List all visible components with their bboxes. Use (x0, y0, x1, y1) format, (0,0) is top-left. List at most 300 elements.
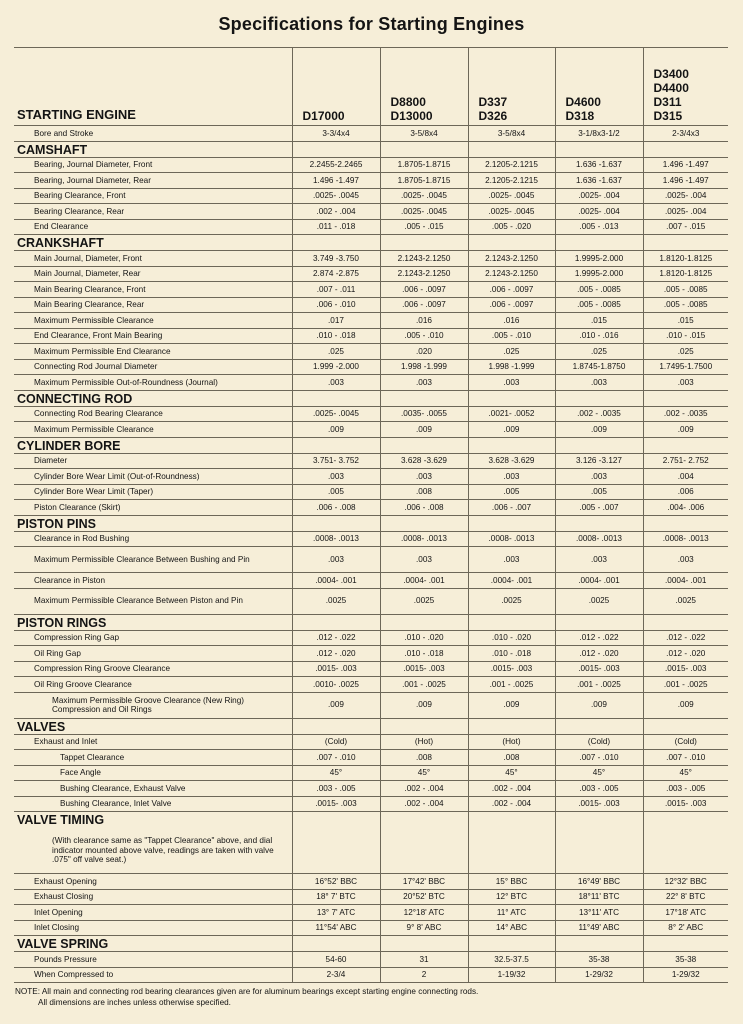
spec-value: 3.628 -3.629 (380, 453, 468, 469)
empty-cell (380, 718, 468, 734)
empty-cell (292, 235, 380, 251)
spec-row (14, 204, 728, 220)
spec-label: Maximum Permissible End Clearance (14, 344, 292, 360)
empty-cell (643, 812, 728, 828)
spec-value: 11°54' ABC (292, 920, 380, 936)
section-note: (With clearance same as "Tappet Clearance" above, and dial indicator mounted above valve, readings are taken with valve .075" off valve seat.) (52, 836, 274, 864)
spec-value: .009 (380, 692, 468, 718)
spec-value: 1-29/32 (555, 967, 643, 983)
section-note-row (14, 828, 728, 874)
section-header (14, 718, 728, 734)
spec-row (14, 188, 728, 204)
empty-cell (555, 614, 643, 630)
footnote-line-2: All dimensions are inches unless otherwise specified. (38, 998, 231, 1007)
spec-label: Main Journal, Diameter, Rear (14, 266, 292, 282)
spec-value: (Hot) (380, 734, 468, 750)
spec-value: .006 - .010 (292, 297, 380, 313)
spec-value: .003 (292, 375, 380, 391)
spec-value: 12°32' BBC (643, 874, 728, 890)
spec-value: .0015- .003 (555, 796, 643, 812)
empty-cell (468, 141, 555, 157)
empty-cell (468, 936, 555, 952)
spec-value: .006 - .0097 (380, 297, 468, 313)
spec-value: .003 (380, 469, 468, 485)
spec-row (14, 453, 728, 469)
empty-cell (468, 390, 555, 406)
empty-cell (643, 936, 728, 952)
spec-label: Clearance in Rod Bushing (14, 531, 292, 547)
spec-value: .012 - .022 (292, 630, 380, 646)
spec-value: .003 - .005 (643, 781, 728, 797)
spec-value: .010 - .018 (468, 646, 555, 662)
spec-row (14, 266, 728, 282)
spec-value: .002 - .004 (468, 781, 555, 797)
spec-value: .0025- .0045 (468, 188, 555, 204)
spec-value: 1.998 -1.999 (380, 359, 468, 375)
section-title: CONNECTING ROD (14, 390, 292, 406)
spec-row (14, 484, 728, 500)
spec-label: Face Angle (14, 765, 292, 781)
spec-value: .003 (380, 547, 468, 573)
spec-row (14, 889, 728, 905)
empty-cell (555, 141, 643, 157)
spec-row (14, 531, 728, 547)
spec-value: 16°49' BBC (555, 874, 643, 890)
engine-model: D13000 (390, 109, 433, 123)
spec-value: .012 - .022 (555, 630, 643, 646)
spec-value: 3-3/4x4 (292, 126, 380, 142)
section-header (14, 390, 728, 406)
spec-value: 12° BTC (468, 889, 555, 905)
empty-cell (292, 515, 380, 531)
spec-value: 1.8705-1.8715 (380, 157, 468, 173)
empty-cell (380, 828, 468, 874)
spec-value: .0025- .0045 (380, 188, 468, 204)
spec-label: End Clearance (14, 219, 292, 235)
spec-value: 2.1243-2.1250 (468, 266, 555, 282)
spec-value: .009 (643, 422, 728, 438)
spec-value: 1-19/32 (468, 967, 555, 983)
spec-value: .006 - .007 (468, 500, 555, 516)
section-header (14, 515, 728, 531)
spec-label: Inlet Closing (14, 920, 292, 936)
spec-value: .0010- .0025 (292, 677, 380, 693)
spec-value: 31 (380, 952, 468, 968)
spec-value: 35-38 (643, 952, 728, 968)
empty-cell (292, 437, 380, 453)
spec-value: .025 (643, 344, 728, 360)
spec-value: .007 - .010 (643, 750, 728, 766)
spec-value: .002 - .004 (292, 204, 380, 220)
spec-row (14, 344, 728, 360)
spec-value: .025 (468, 344, 555, 360)
engine-column-header (468, 48, 555, 126)
spec-value: 2.1243-2.1250 (380, 251, 468, 267)
empty-cell (292, 828, 380, 874)
spec-value: .003 (555, 469, 643, 485)
empty-cell (468, 812, 555, 828)
spec-value: 1-29/32 (643, 967, 728, 983)
spec-value: .003 (292, 469, 380, 485)
spec-row (14, 328, 728, 344)
spec-value: .006 (643, 484, 728, 500)
empty-cell (468, 718, 555, 734)
spec-value: 11°49' ABC (555, 920, 643, 936)
spec-label: Maximum Permissible Clearance Between Bushing and Pin (14, 547, 292, 573)
spec-value: 20°52' BTC (380, 889, 468, 905)
spec-value: .010 - .016 (555, 328, 643, 344)
spec-label: Maximum Permissible Clearance (14, 313, 292, 329)
spec-value: 45° (555, 765, 643, 781)
empty-cell (292, 936, 380, 952)
spec-label: End Clearance, Front Main Bearing (14, 328, 292, 344)
spec-row (14, 734, 728, 750)
spec-value: .011 - .018 (292, 219, 380, 235)
spec-value: .0015- .003 (292, 796, 380, 812)
spec-row (14, 157, 728, 173)
header-label: STARTING ENGINE (14, 48, 292, 126)
footnote-line-1: NOTE: All main and connecting rod bearing clearances given are for aluminum bearings except starting engine connecting rods. (15, 987, 479, 996)
spec-value: .010 - .018 (292, 328, 380, 344)
spec-value: 13°11' ATC (555, 905, 643, 921)
spec-value: .009 (555, 422, 643, 438)
spec-value: 1.496 -1.497 (643, 157, 728, 173)
engine-model: D4600 (565, 95, 601, 109)
spec-row (14, 500, 728, 516)
empty-cell (380, 235, 468, 251)
spec-value: .005 - .020 (468, 219, 555, 235)
spec-value: .0025 (380, 588, 468, 614)
spec-value: .0015- .003 (643, 796, 728, 812)
spec-value: .006 - .008 (292, 500, 380, 516)
spec-value: .012 - .020 (555, 646, 643, 662)
section-title: PISTON PINS (14, 515, 292, 531)
spec-value: .003 (643, 375, 728, 391)
spec-row (14, 646, 728, 662)
spec-value: .0025 (292, 588, 380, 614)
spec-value: 18°11' BTC (555, 889, 643, 905)
spec-label: Piston Clearance (Skirt) (14, 500, 292, 516)
spec-value: .005 - .015 (380, 219, 468, 235)
spec-label: Exhaust and Inlet (14, 734, 292, 750)
spec-value: .009 (292, 692, 380, 718)
spec-row (14, 874, 728, 890)
spec-value: .005 - .010 (468, 328, 555, 344)
spec-value: .002 - .004 (380, 781, 468, 797)
spec-value: 2 (380, 967, 468, 983)
empty-cell (468, 437, 555, 453)
spec-label: Exhaust Closing (14, 889, 292, 905)
spec-value: .015 (643, 313, 728, 329)
engine-model: D4400 (653, 81, 689, 95)
spec-value: 2.874 -2.875 (292, 266, 380, 282)
spec-value: 45° (468, 765, 555, 781)
spec-value: .001 - .0025 (380, 677, 468, 693)
spec-value: .025 (292, 344, 380, 360)
spec-value: .009 (468, 422, 555, 438)
spec-value: 35-38 (555, 952, 643, 968)
spec-label: Main Journal, Diameter, Front (14, 251, 292, 267)
spec-label: Inlet Opening (14, 905, 292, 921)
spec-value: 1.636 -1.637 (555, 157, 643, 173)
footnote (15, 986, 730, 1008)
spec-value: .007 - .011 (292, 282, 380, 298)
spec-row (14, 677, 728, 693)
empty-cell (468, 828, 555, 874)
spec-row (14, 588, 728, 614)
spec-row (14, 952, 728, 968)
empty-cell (555, 718, 643, 734)
spec-row (14, 251, 728, 267)
spec-value: .0015- .003 (292, 661, 380, 677)
empty-cell (292, 141, 380, 157)
spec-value: .0025- .004 (555, 188, 643, 204)
spec-value: .003 (555, 547, 643, 573)
empty-cell (643, 390, 728, 406)
spec-row (14, 282, 728, 298)
spec-row (14, 692, 728, 718)
spec-row (14, 173, 728, 189)
section-title: CRANKSHAFT (14, 235, 292, 251)
spec-value: 14° ABC (468, 920, 555, 936)
engine-model: D315 (653, 109, 683, 123)
spec-value: 1.9995-2.000 (555, 266, 643, 282)
spec-label: Maximum Permissible Groove Clearance (New Ring) Compression and Oil Rings (14, 692, 292, 718)
empty-cell (643, 718, 728, 734)
spec-label: Maximum Permissible Out-of-Roundness (Journal) (14, 375, 292, 391)
spec-value: 1.636 -1.637 (555, 173, 643, 189)
section-header (14, 936, 728, 952)
spec-value: .005 - .013 (555, 219, 643, 235)
spec-value: 3-5/8x4 (380, 126, 468, 142)
spec-value: .0025 (555, 588, 643, 614)
spec-value: 45° (292, 765, 380, 781)
spec-value: .017 (292, 313, 380, 329)
spec-value: .003 (380, 375, 468, 391)
spec-value: .0015- .003 (555, 661, 643, 677)
spec-value: .0008- .0013 (380, 531, 468, 547)
spec-value: .005 - .010 (380, 328, 468, 344)
spec-value: .001 - .0025 (555, 677, 643, 693)
engine-model: D17000 (302, 109, 345, 123)
spec-label: Bearing, Journal Diameter, Front (14, 157, 292, 173)
spec-row (14, 297, 728, 313)
spec-value: .008 (380, 750, 468, 766)
engine-model: D326 (478, 109, 508, 123)
spec-value: .006 - .008 (380, 500, 468, 516)
spec-value: .0008- .0013 (468, 531, 555, 547)
spec-row (14, 422, 728, 438)
spec-label: Exhaust Opening (14, 874, 292, 890)
empty-cell (468, 515, 555, 531)
spec-row (14, 313, 728, 329)
empty-cell (468, 614, 555, 630)
engine-column-header (555, 48, 643, 126)
empty-cell (380, 437, 468, 453)
spec-value: .003 - .005 (292, 781, 380, 797)
spec-label: Main Bearing Clearance, Front (14, 282, 292, 298)
empty-cell (555, 936, 643, 952)
spec-value: (Cold) (555, 734, 643, 750)
spec-value: 2.2455-2.2465 (292, 157, 380, 173)
spec-value: 9° 8' ABC (380, 920, 468, 936)
spec-label: Clearance in Piston (14, 573, 292, 589)
spec-value: .016 (468, 313, 555, 329)
spec-value: 2.1205-2.1215 (468, 157, 555, 173)
spec-value: 3-1/8x3-1/2 (555, 126, 643, 142)
spec-label: Pounds Pressure (14, 952, 292, 968)
spec-value: .004- .006 (643, 500, 728, 516)
empty-cell (380, 812, 468, 828)
spec-value: 1.8120-1.8125 (643, 251, 728, 267)
spec-value: .0015- .003 (643, 661, 728, 677)
empty-cell (380, 936, 468, 952)
spec-value: .005 (555, 484, 643, 500)
section-header (14, 614, 728, 630)
spec-label: Maximum Permissible Clearance (14, 422, 292, 438)
spec-label: Bearing Clearance, Front (14, 188, 292, 204)
spec-value: .002 - .004 (380, 796, 468, 812)
spec-value: 45° (643, 765, 728, 781)
engine-model: D337 (478, 95, 508, 109)
spec-value: 17°18' ATC (643, 905, 728, 921)
spec-value: 1.496 -1.497 (292, 173, 380, 189)
spec-row (14, 359, 728, 375)
spec-row (14, 920, 728, 936)
spec-value: .0025- .004 (555, 204, 643, 220)
spec-value: .0035- .0055 (380, 406, 468, 422)
empty-cell (643, 828, 728, 874)
spec-label: Compression Ring Groove Clearance (14, 661, 292, 677)
page-title: Specifications for Starting Engines (218, 14, 525, 34)
empty-cell (643, 437, 728, 453)
spec-value: 1.7495-1.7500 (643, 359, 728, 375)
spec-value: .007 - .015 (643, 219, 728, 235)
spec-row (14, 375, 728, 391)
spec-value: .009 (643, 692, 728, 718)
spec-row (14, 750, 728, 766)
spec-label: Tappet Clearance (14, 750, 292, 766)
spec-label: Bearing, Journal Diameter, Rear (14, 173, 292, 189)
spec-value: .008 (380, 484, 468, 500)
spec-value: .0004- .001 (380, 573, 468, 589)
spec-value: .003 (468, 375, 555, 391)
section-title: CYLINDER BORE (14, 437, 292, 453)
section-title: PISTON RINGS (14, 614, 292, 630)
spec-value: 45° (380, 765, 468, 781)
spec-value: .010 - .018 (380, 646, 468, 662)
section-header (14, 437, 728, 453)
empty-cell (292, 390, 380, 406)
spec-value: 54-60 (292, 952, 380, 968)
section-header (14, 141, 728, 157)
spec-value: .0025 (468, 588, 555, 614)
spec-value: .002 - .004 (468, 796, 555, 812)
spec-value: 3.751- 3.752 (292, 453, 380, 469)
spec-value: 16°52' BBC (292, 874, 380, 890)
spec-value: .0008- .0013 (555, 531, 643, 547)
spec-value: .012 - .020 (643, 646, 728, 662)
engine-model: D3400 (653, 67, 689, 81)
spec-value: .003 (468, 469, 555, 485)
spec-value: .009 (292, 422, 380, 438)
spec-value: .012 - .022 (643, 630, 728, 646)
spec-label: Bore and Stroke (14, 126, 292, 142)
spec-value: 1.8120-1.8125 (643, 266, 728, 282)
spec-value: 2.751- 2.752 (643, 453, 728, 469)
spec-value: 3.126 -3.127 (555, 453, 643, 469)
engine-model: D311 (653, 95, 682, 109)
section-title: VALVE TIMING (14, 812, 292, 828)
spec-value: .006 - .0097 (468, 282, 555, 298)
spec-label: Compression Ring Gap (14, 630, 292, 646)
spec-row (14, 781, 728, 797)
spec-value: .015 (555, 313, 643, 329)
spec-row (14, 406, 728, 422)
spec-value: (Cold) (292, 734, 380, 750)
spec-value: .0015- .003 (380, 661, 468, 677)
spec-value: 11° ATC (468, 905, 555, 921)
spec-label: When Compressed to (14, 967, 292, 983)
spec-value: 17°42' BBC (380, 874, 468, 890)
engine-model: D318 (565, 109, 595, 123)
empty-cell (380, 614, 468, 630)
empty-cell (555, 812, 643, 828)
spec-label: Oil Ring Gap (14, 646, 292, 662)
spec-label: Main Bearing Clearance, Rear (14, 297, 292, 313)
spec-value: .005 (292, 484, 380, 500)
spec-value: 18° 7' BTC (292, 889, 380, 905)
spec-value: .0025- .0045 (380, 204, 468, 220)
spec-value: 1.496 -1.497 (643, 173, 728, 189)
spec-row (14, 469, 728, 485)
spec-value: .005 - .0085 (555, 282, 643, 298)
spec-label: Connecting Rod Bearing Clearance (14, 406, 292, 422)
spec-row (14, 905, 728, 921)
spec-value: .0008- .0013 (643, 531, 728, 547)
spec-value: .0025 (643, 588, 728, 614)
spec-value: 1.998 -1.999 (468, 359, 555, 375)
spec-value: .005 (468, 484, 555, 500)
spec-row (14, 661, 728, 677)
spec-value: .001 - .0025 (643, 677, 728, 693)
spec-value: 15° BBC (468, 874, 555, 890)
spec-row (14, 219, 728, 235)
spec-value: 8° 2' ABC (643, 920, 728, 936)
section-title: VALVE SPRING (14, 936, 292, 952)
empty-cell (292, 614, 380, 630)
spec-value: 3.628 -3.629 (468, 453, 555, 469)
spec-value: 1.8705-1.8715 (380, 173, 468, 189)
spec-value: 13° 7' ATC (292, 905, 380, 921)
empty-cell (292, 718, 380, 734)
spec-value: .005 - .0085 (555, 297, 643, 313)
spec-value: .020 (380, 344, 468, 360)
spec-label: Bushing Clearance, Exhaust Valve (14, 781, 292, 797)
spec-value: .0025- .004 (643, 188, 728, 204)
spec-value: .005 - .0085 (643, 297, 728, 313)
spec-table (14, 47, 728, 983)
empty-cell (555, 390, 643, 406)
spec-label: Maximum Permissible Clearance Between Piston and Pin (14, 588, 292, 614)
spec-value: .010 - .015 (643, 328, 728, 344)
spec-value: .0004- .001 (555, 573, 643, 589)
spec-value: .006 - .0097 (468, 297, 555, 313)
spec-value: .025 (555, 344, 643, 360)
spec-value: .002 - .0035 (643, 406, 728, 422)
spec-value: 1.9995-2.000 (555, 251, 643, 267)
spec-value: 2.1205-2.1215 (468, 173, 555, 189)
